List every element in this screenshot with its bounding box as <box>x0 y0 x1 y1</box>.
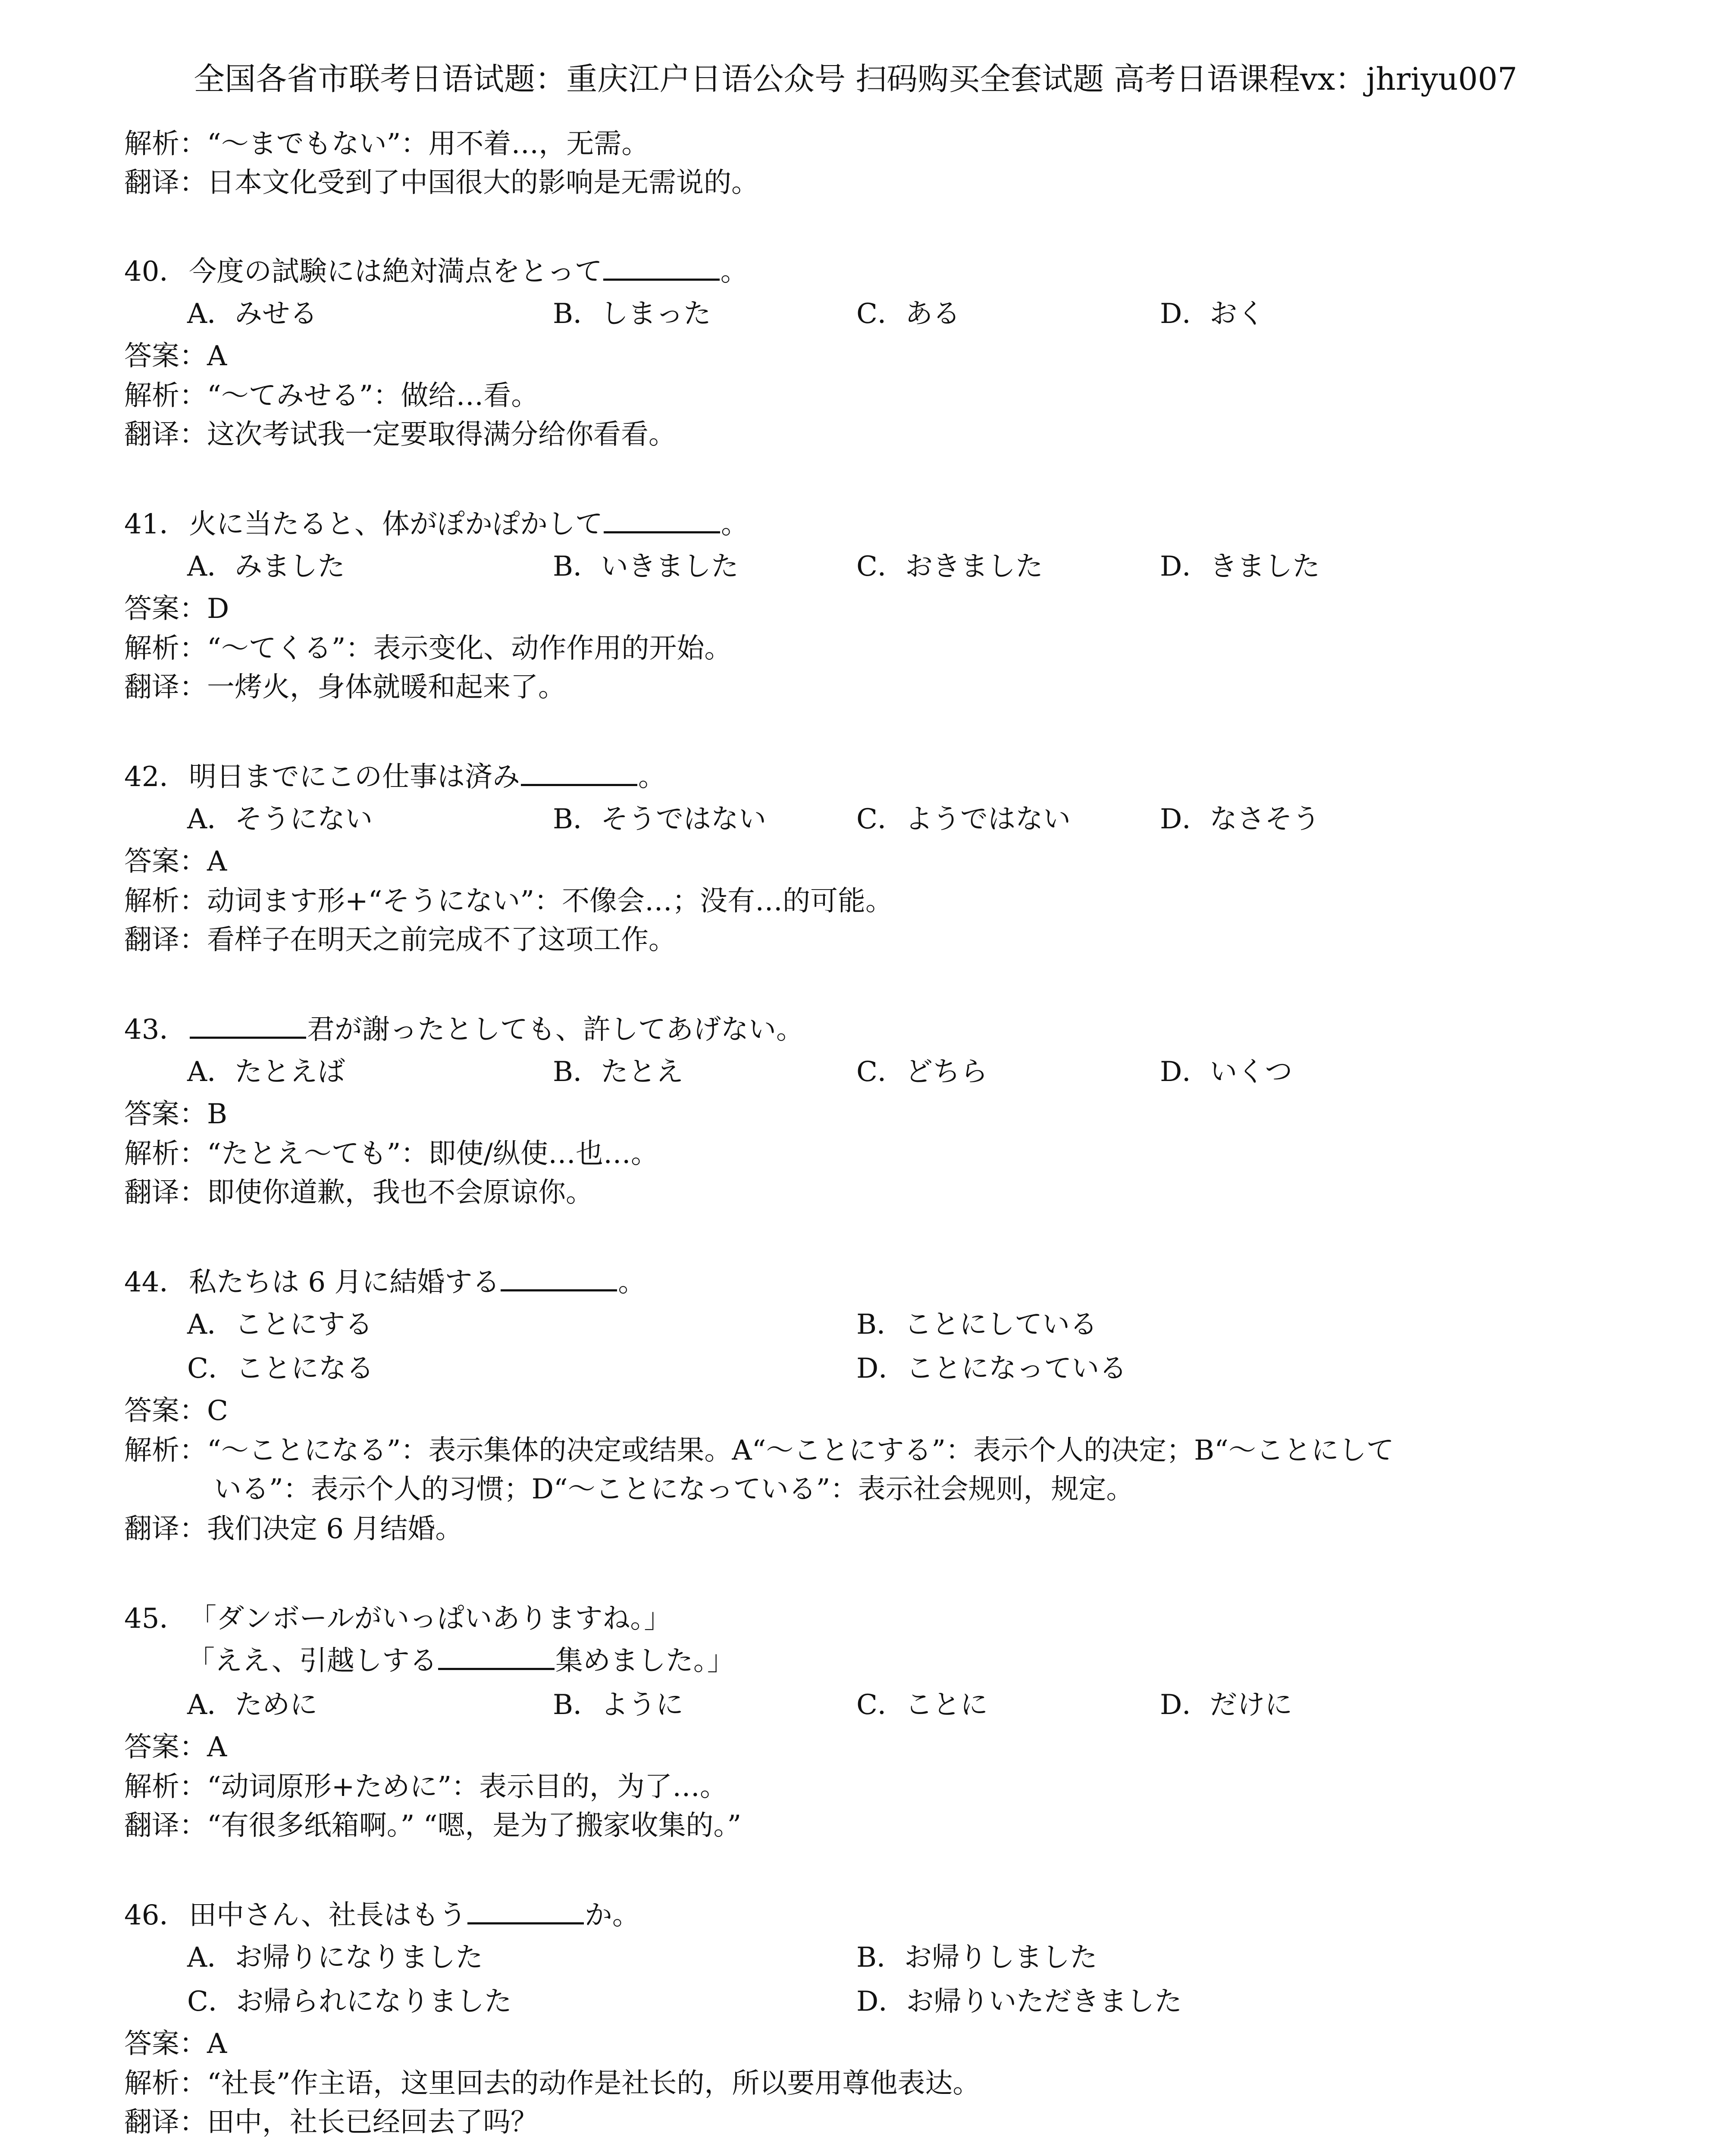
stem-text-end: 。 <box>638 761 666 793</box>
answer-blank <box>521 761 637 786</box>
option-a: A．たとえば <box>187 1056 345 1088</box>
option-c: C．どちら <box>856 1056 988 1088</box>
option-b: B．たとえ <box>553 1056 684 1088</box>
page-header: 全国各省市联考日语试题：重庆江户日语公众号 扫码购买全套试题 高考日语课程vx：jhriyu007 <box>194 61 1517 97</box>
answer-blank <box>603 256 720 281</box>
answer-text: 答案：A <box>124 846 227 877</box>
question-number: 43． <box>124 1014 187 1046</box>
analysis-text: 解析：动词ます形+“そうにない”：不像会…；没有…的可能。 <box>124 885 893 917</box>
analysis-text: 解析：“～までもない”：用不着…，无需。 <box>124 128 649 160</box>
option-b: B．そうではない <box>553 803 767 835</box>
stem-text-end: 集めました。」 <box>555 1645 735 1677</box>
translation-text: 翻译：田中，社长已经回去了吗？ <box>124 2106 538 2138</box>
question-stem <box>124 1601 671 1636</box>
option-b: B．お帰りしました <box>856 1942 1098 1974</box>
analysis-text: 解析：“～てみせる”：做给…看。 <box>124 380 539 412</box>
option-c: C．ことになる <box>187 1353 374 1385</box>
option-c: C．ようではない <box>856 803 1071 835</box>
option-d: D．きました <box>1160 551 1320 583</box>
answer-text: 答案：A <box>124 2028 227 2060</box>
translation-text: 翻译：一烤火，身体就暖和起来了。 <box>124 671 566 703</box>
option-b: B．ように <box>553 1689 684 1721</box>
question-number: 46． <box>124 1899 187 1931</box>
stem-text-end: 君が謝ったとしても、許してあげない。 <box>307 1014 804 1046</box>
answer-text: 答案：D <box>124 593 229 625</box>
stem-text: 私たちは 6 月に結婚する <box>189 1266 500 1298</box>
question-number: 44． <box>124 1266 187 1298</box>
option-a: A．みせる <box>187 298 318 330</box>
question-number: 42． <box>124 761 187 793</box>
translation-text: 翻译：即使你道歉，我也不会原谅你。 <box>124 1177 593 1209</box>
translation-text: 翻译：日本文化受到了中国很大的影响是无需说的。 <box>124 167 759 199</box>
stem-text-end: 。 <box>720 256 748 288</box>
answer-blank <box>467 1900 584 1924</box>
question-stem <box>124 1265 646 1300</box>
question-stem <box>124 254 748 289</box>
option-a: A．そうにない <box>187 803 373 835</box>
option-d: D．お帰りいただきました <box>856 1986 1182 2018</box>
translation-text: 翻译：我们决定 6 月结婚。 <box>124 1513 463 1545</box>
answer-text: 答案：A <box>124 1731 227 1763</box>
option-c: C．おきました <box>856 551 1043 583</box>
answer-text: 答案：B <box>124 1098 228 1130</box>
question-number: 40． <box>124 256 187 288</box>
analysis-text-continued: いる”：表示个人的习惯；D“～ことになっている”：表示社会规则，规定。 <box>214 1473 1134 1505</box>
stem-text-end: 。 <box>618 1266 646 1298</box>
stem-text: 「ダンボールがいっぱいありますね。」 <box>189 1603 672 1635</box>
option-b: B．ことにしている <box>856 1309 1098 1341</box>
question-stem <box>124 1012 804 1047</box>
option-d: D．おく <box>1160 298 1265 330</box>
analysis-text: 解析：“～てくる”：表示变化、动作作用的开始。 <box>124 633 732 664</box>
analysis-text: 解析：“社長”作主语，这里回去的动作是社长的，所以要用尊他表达。 <box>124 2068 981 2100</box>
analysis-text: 解析：“たとえ～ても”：即使/纵使…也…。 <box>124 1138 658 1170</box>
question-number: 41． <box>124 508 187 540</box>
stem-text-end: 。 <box>721 508 749 540</box>
option-a: A．お帰りになりました <box>187 1942 483 1974</box>
answer-blank <box>604 509 720 533</box>
stem-text: 明日までにこの仕事は済み <box>189 761 520 793</box>
option-c: C．ことに <box>856 1689 988 1721</box>
translation-text: 翻译：看样子在明天之前完成不了这项工作。 <box>124 924 676 956</box>
question-number: 45． <box>124 1603 187 1635</box>
option-a: A．ために <box>187 1689 318 1721</box>
translation-text: 翻译：这次考试我一定要取得满分给你看看。 <box>124 419 676 451</box>
option-a: A．ことにする <box>187 1309 373 1341</box>
stem-text-end: か。 <box>584 1899 640 1931</box>
question-stem <box>124 507 749 542</box>
option-c: C．お帰られになりました <box>187 1986 512 2018</box>
question-stem <box>124 760 666 794</box>
answer-blank <box>438 1645 555 1670</box>
stem-text: 今度の試験には絶対満点をとって <box>189 256 602 288</box>
stem-text: 田中さん、社長はもう <box>189 1899 467 1931</box>
analysis-text: 解析：“～ことになる”：表示集体的决定或结果。A“～ことにする”：表示个人的决定；B“～ことにして <box>124 1435 1394 1467</box>
option-b: B．しまった <box>553 298 711 330</box>
answer-blank <box>190 1014 306 1039</box>
translation-text: 翻译：“有很多纸箱啊。” “嗯，是为了搬家收集的。” <box>124 1810 742 1842</box>
option-c: C．ある <box>856 298 960 330</box>
option-d: D．だけに <box>1160 1689 1293 1721</box>
option-d: D．ことになっている <box>856 1353 1127 1385</box>
analysis-text: 解析：“动词原形+ために”：表示目的，为了…。 <box>124 1771 728 1803</box>
option-b: B．いきました <box>553 551 739 583</box>
option-d: D．なさそう <box>1160 803 1320 835</box>
answer-text: 答案：C <box>124 1395 228 1427</box>
question-stem-line-2 <box>187 1644 735 1678</box>
stem-text: 火に当たると、体がぽかぽかして <box>189 508 603 540</box>
answer-text: 答案：A <box>124 340 227 372</box>
question-stem <box>124 1898 640 1933</box>
option-d: D．いくつ <box>1160 1056 1293 1088</box>
answer-blank <box>501 1267 617 1291</box>
stem-text: 「ええ、引越しする <box>187 1645 437 1677</box>
option-a: A．みました <box>187 551 345 583</box>
